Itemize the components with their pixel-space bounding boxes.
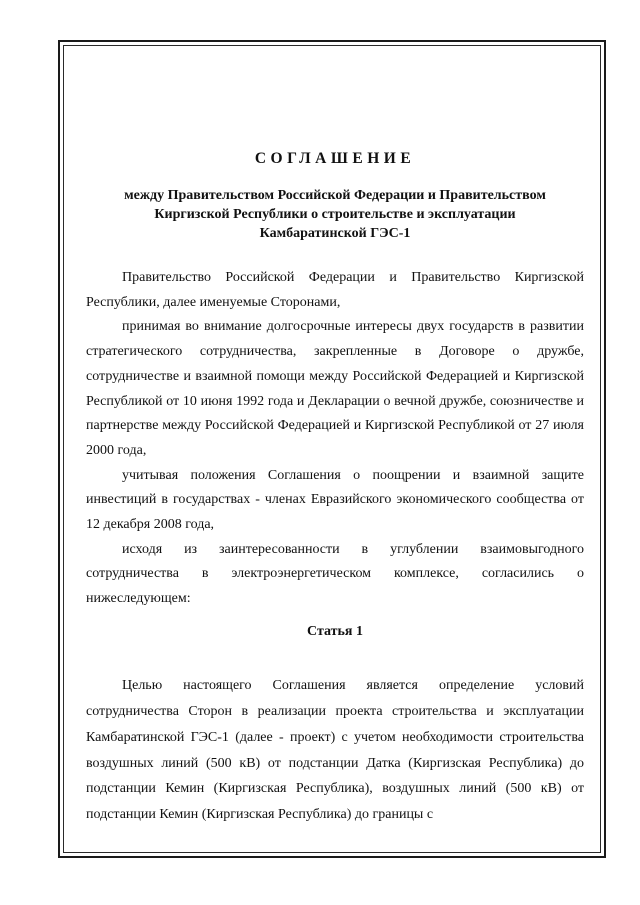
document-subtitle — [86, 186, 584, 243]
document-page — [86, 150, 584, 828]
article-paragraph: Целью настоящего Соглашения является определение условий сотрудничества Сторон в реализации проекта строительства и эксплуатации Камбаратинской ГЭС-1 (далее - проект) с учетом необходимости строительства воздушных линий (500 кВ) от подстанции Датка (Киргизская Республика) до подстанции Кемин (Киргизская Республика), воздушных линий (500 кВ) от подстанции Кемин (Киргизская Республика) до границы с — [86, 677, 584, 823]
article-heading: Статья 1 — [307, 623, 363, 639]
subtitle-line: Киргизской Республики о строительстве и эксплуатации — [154, 207, 516, 222]
subtitle-line: между Правительством Российской Федерации и Правительством — [124, 188, 546, 203]
preamble-paragraph: принимая во внимание долгосрочные интересы двух государств в развитии стратегического сотрудничества, закрепленные в Договоре о дружбе, сотрудничестве и взаимной помощи между Российской Федерацией и Киргизской Республикой от 10 июня 1992 года и Декларации о вечной дружбе, союзничестве и партнерстве между Российской Федерацией и Киргизской Республикой от 27 июля 2000 года, — [86, 319, 584, 458]
preamble-paragraph: учитывая положения Соглашения о поощрении и взаимной защите инвестиций в государствах - членах Евразийского экономического сообщества от 12 декабря 2008 года, — [86, 467, 584, 533]
document-title: СОГЛАШЕНИЕ — [254, 150, 416, 167]
preamble-paragraph: исходя из заинтересованности в углублении взаимовыгодного сотрудничества в электроэнергетическом комплексе, согласились о нижеследующем: — [86, 541, 584, 607]
preamble-paragraph: Правительство Российской Федерации и Правительство Киргизской Республики, далее именуемые Сторонами, — [86, 270, 584, 310]
subtitle-line: Камбаратинской ГЭС-1 — [259, 226, 411, 241]
